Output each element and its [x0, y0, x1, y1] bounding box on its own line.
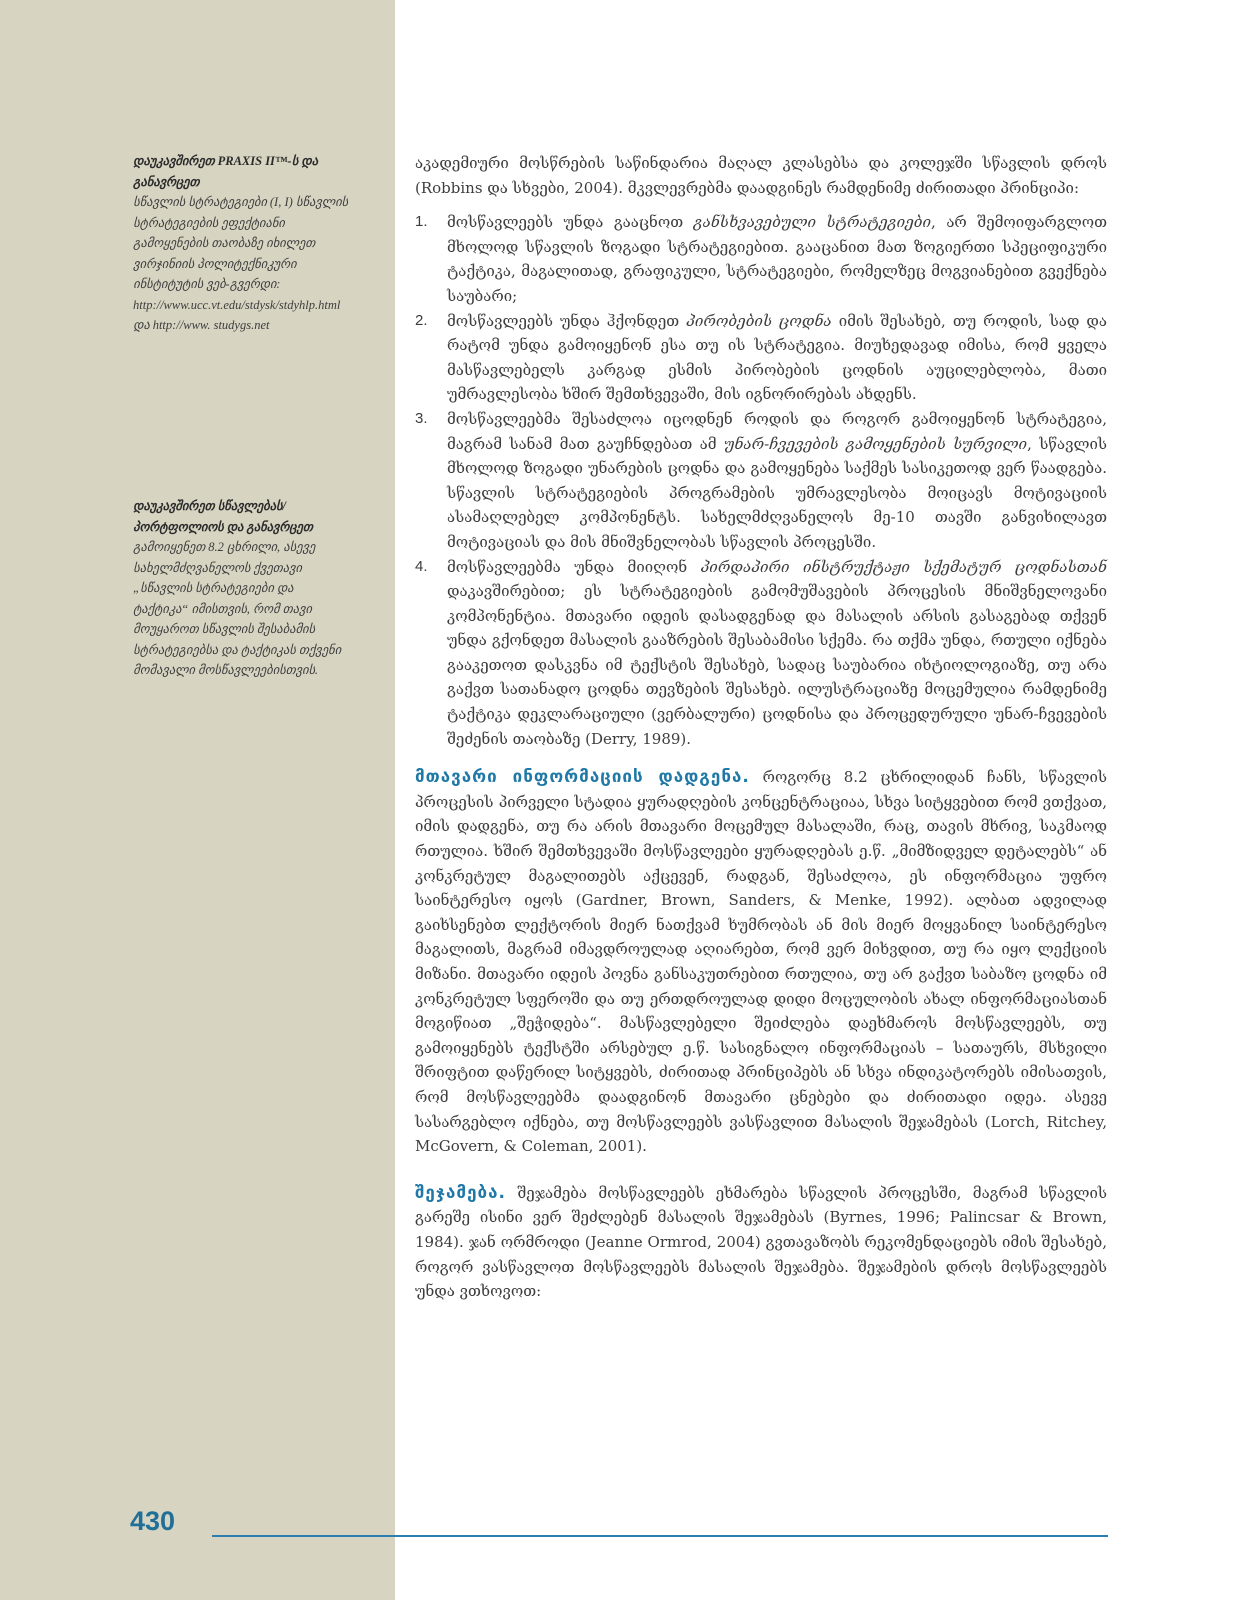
list-emphasis: პირდაპირი ინსტრუქტაჟი სქემატურ ცოდნასთან	[700, 557, 1107, 576]
list-emphasis: უნარ-ჩვევების გამოყენების სურვილი	[723, 434, 1028, 453]
margin-note-body: სწავლის სტრატეგიები (I, I) სწავლის სტრატეგიების ეფექტიანი გამოყენების თაობაზე იხილეთ ვირჯინიის პოლიტექნიკური ინსტიტუტის ვებ-გვერდი:	[133, 195, 348, 291]
section-summarizing	[415, 1181, 1107, 1304]
list-text: დაკავშირებით; ეს სტრატეგიების გამომუშავების პროცესის მნიშვნელოვანი კომპონენტია. მთავარი იდეის დასადგენად და მასალის არსის გასაგებად თქვენ უნდა გქონდეთ მასალის გააზრების შესაბამისი სქემა. რა თქმა უნდა, რთული იქნება გააკეთოთ დასკვნა იმ ტექსტის შესახებ, სადაც საუბარია იხტიოლოგიაზე, თუ არა გაქვთ სათანადო ცოდნა თევზების შესახებ. ილუსტრაციაზე მოცემულია რამდენიმე ტაქტიკა დეკლარაციული (ვერბალური) ცოდნისა და პროცედურული უნარ-ჩვევების შეძენის თაობაზე (Derry, 1989).	[447, 582, 1107, 748]
margin-note-heading: დაუკავშირეთ სწავლებას/ პორტფოლიოს და განავრცეთ	[133, 499, 313, 534]
list-text: იმის შესახებ, თუ როდის, სად და რატომ უნდა გამოიყენონ ესა თუ ის სტრატეგია. მიუხედავად იმისა, რომ ყველა მასწავლებელს კარგად ესმის პირობების ცოდნის აუცილებლობა, მათი უმრავლესობა ხშირ შემთხვევაში, მის იგნორირებას ახდენს.	[447, 311, 1107, 404]
list-item	[415, 210, 1107, 308]
margin-note-conjunction: და	[133, 318, 153, 332]
margin-note-url: http://www. studygs.net	[152, 318, 270, 332]
margin-note-text	[133, 192, 348, 336]
list-number: 2.	[415, 311, 428, 329]
margin-note-praxis	[133, 151, 348, 336]
list-text: მოსწავლეებს უნდა გააცნოთ	[447, 213, 694, 232]
list-text: მოსწავლეებს უნდა ჰქონდეთ	[447, 311, 687, 330]
list-text: მოსწავლეებმა უნდა მიიღონ	[447, 557, 701, 576]
section-heading: მთავარი ინფორმაციის დადგენა.	[415, 767, 750, 788]
list-text: მოსწავლეებმა შესაძლოა იცოდნენ როდის და როგორ გამოიყენონ სტრატეგია, მაგრამ სანამ მათ გაუჩნდებათ ამ	[447, 409, 1107, 453]
intro-paragraph: აკადემიური მოსწრების საწინდარია მაღალ კლასებსა და კოლეჯში სწავლის დროს (Robbins და სხვები, 2004). მკვლევრებმა დაადგინეს რამდენიმე ძირითადი პრინციპი:	[415, 154, 1107, 197]
list-item	[415, 555, 1107, 752]
list-emphasis: პირობების ცოდნა	[686, 311, 832, 330]
principles-list	[415, 210, 1107, 751]
margin-note-portfolio	[133, 496, 348, 681]
list-text: , სწავლის მხოლოდ ზოგადი უნარების ცოდნა და გამოყენება საქმეს სასიკეთოდ ვერ წაადგება. სწავლის სტრატეგიების პროგრამების უმრავლესობა მოიცავს მოტივაციის ასამაღლებელ კომპონენტს. სახელმძღვანელოს მე-10 თავში განვიხილავთ მოტივაციას და მის მნიშვნელობას სწავლის პროცესში.	[447, 434, 1107, 551]
list-number: 1.	[415, 213, 428, 231]
section-body: როგორც 8.2 ცხრილიდან ჩანს, სწავლის პროცესის პირველი სტადია ყურადღების კონცენტრაციაა, სხვა სიტყვებით რომ ვთქვათ, იმის დადგენა, თუ რა არის მთავარი მოცემულ მასალაში, რაც, თავის მხრივ, საკმაოდ რთულია. ხშირ შემთხვევაში მოსწავლეები ყურადღებას ე.წ. „მიმზიდველ დეტალებს“ ან კონკრეტულ მაგალითებს აქცევენ, რადგან, შესაძლოა, ეს ინფორმაცია უფრო საინტერესო იყოს (Gardner, Brown, Sanders, & Menke, 1992). ალბათ ადვილად გაიხსენებთ ლექტორის მიერ ნათქვამ ხუმრობას ან მის მიერ მოყვანილ საინტერესო მაგალითს, მაგრამ იმავდროულად აღიარებთ, რომ ვერ მიხვდით, თუ რა იყო ლექციის მიზანი. მთავარი იდეის პოვნა განსაკუთრებით რთულია, თუ არ გაქვთ საბაზო ცოდნა იმ კონკრეტულ სფეროში და თუ ერთდროულად დიდი მოცულობის ახალ ინფორმაციასთან მოგიწიათ „შეჭიდება“. მასწავლებელი შეიძლება დაეხმაროს მოსწავლეებს, თუ გამოიყენებს ტექსტში არსებულ ე.წ. სასიგნალო ინფორმაციას – სათაურს, მსხვილი შრიფტით დაწერილ სიტყვებს, ძირითად პრინციპებს ან სხვა ინდიკატორებს იმისათვის, რომ მოსწავლეებმა დაადგინონ მთავარი ცნებები და ძირითადი იდეა. ასევე სასარგებლო იქნება, თუ მოსწავლეებს ვასწავლით მასალის შეჯამებას (Lorch, Ritchey, McGovern, & Coleman, 2001).	[415, 768, 1107, 1156]
list-item	[415, 407, 1107, 555]
list-number: 4.	[415, 557, 428, 575]
footer-rule	[212, 1535, 1108, 1537]
section-heading: შეჯამება.	[415, 1182, 506, 1203]
margin-note-url: http://www.ucc.vt.edu/stdysk/stdyhlp.html	[133, 297, 341, 312]
section-main-information	[415, 765, 1107, 1159]
list-item	[415, 309, 1107, 407]
list-text: , არ შემოიფარგლოთ მხოლოდ სწავლის ზოგადი სტრატეგიებით. გააცანით მათ ზოგიერთი სპეციფიკური ტაქტიკა, მაგალითად, გრაფიკული, სტრატეგიები, რომელზეც მოგვიანებით გვექნება საუბარი;	[447, 213, 1107, 305]
main-text	[415, 151, 1107, 1304]
margin-note-heading: დაუკავშირეთ PRAXIS II™-ს და განავრცეთ	[133, 154, 318, 189]
page-number: 430	[130, 1506, 176, 1536]
list-number: 3.	[415, 409, 428, 427]
list-emphasis: განსხვავებული სტრატეგიები	[693, 213, 932, 232]
section-body: შეჯამება მოსწავლეებს ეხმარება სწავლის პროცესში, მაგრამ სწავლის გარეშე ისინი ვერ შეძლებენ მასალის შეჯამებას (Byrnes, 1996; Palincsar & Brown, 1984). ჯან ორმროდი (Jeanne Ormrod, 2004) გვთავაზობს რეკომენდაციებს იმის შესახებ, როგორ ვასწავლოთ მოსწავლეებს მასალის შეჯამება. შეჯამების დროს მოსწავლეებს უნდა ვთხოვოთ:	[415, 1183, 1107, 1301]
margin-note-text: გამოიყენეთ 8.2 ცხრილი, ასევე სახელმძღვანელოს ქვეთავი „სწავლის სტრატეგიები და ტაქტიკა“ იმისთვის, რომ თავი მოუყაროთ სწავლის შესაბამის სტრატეგიებსა და ტაქტიკას თქვენი მომავალი მოსწავლეებისთვის.	[133, 540, 341, 677]
